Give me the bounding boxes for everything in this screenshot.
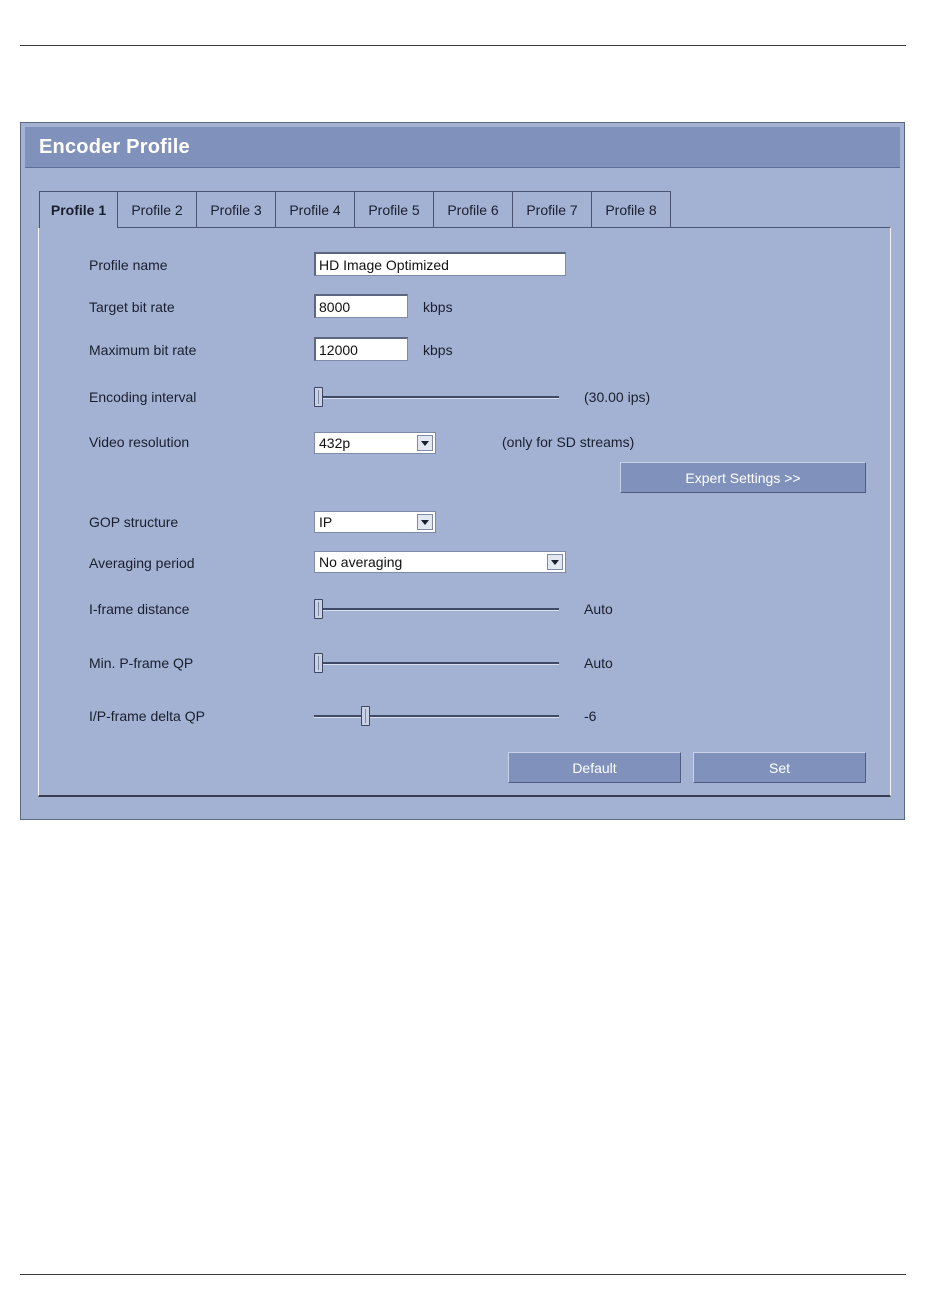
ip-delta-qp-slider-thumb[interactable] <box>361 706 370 726</box>
max-bit-rate-label: Maximum bit rate <box>89 342 197 358</box>
averaging-period-select[interactable] <box>314 551 566 573</box>
tab-profile-3[interactable]: Profile 3 <box>197 191 276 227</box>
max-bit-rate-input[interactable] <box>314 337 408 361</box>
gop-structure-select[interactable] <box>314 511 436 533</box>
default-button[interactable]: Default <box>508 752 681 783</box>
chevron-down-icon[interactable] <box>417 435 433 451</box>
tab-profile-4[interactable]: Profile 4 <box>276 191 355 227</box>
top-rule <box>20 45 906 46</box>
target-bit-rate-unit: kbps <box>423 299 453 315</box>
chevron-down-icon[interactable] <box>417 514 433 530</box>
encoder-profile-panel <box>20 122 905 820</box>
expert-settings-button[interactable]: Expert Settings >> <box>620 462 866 493</box>
iframe-distance-slider-thumb[interactable] <box>314 599 323 619</box>
iframe-distance-label: I-frame distance <box>89 601 190 617</box>
profile-tabs <box>39 191 671 227</box>
profile-name-label: Profile name <box>89 257 168 273</box>
target-bit-rate-input[interactable] <box>314 294 408 318</box>
profile-name-input[interactable] <box>314 252 566 276</box>
max-bit-rate-unit: kbps <box>423 342 453 358</box>
encoding-interval-slider-thumb[interactable] <box>314 387 323 407</box>
video-resolution-label: Video resolution <box>89 434 190 450</box>
chevron-down-icon[interactable] <box>547 554 563 570</box>
iframe-distance-track <box>314 608 559 611</box>
tab-profile-1[interactable]: Profile 1 <box>39 191 118 228</box>
min-pframe-qp-track <box>314 662 559 665</box>
encoding-interval-track <box>314 396 559 399</box>
encoding-interval-readout: (30.00 ips) <box>584 389 651 405</box>
encoding-interval-label: Encoding interval <box>89 389 197 405</box>
bottom-rule <box>20 1274 906 1275</box>
min-pframe-qp-slider-thumb[interactable] <box>314 653 323 673</box>
tab-profile-7[interactable]: Profile 7 <box>513 191 592 227</box>
target-bit-rate-label: Target bit rate <box>89 299 175 315</box>
video-resolution-note: (only for SD streams) <box>502 434 635 450</box>
ip-delta-qp-label: I/P-frame delta QP <box>89 708 205 724</box>
panel-header <box>25 127 900 168</box>
min-pframe-qp-readout: Auto <box>584 655 613 671</box>
averaging-period-label: Averaging period <box>89 555 195 571</box>
tab-profile-2[interactable]: Profile 2 <box>118 191 197 227</box>
min-pframe-qp-label: Min. P-frame QP <box>89 655 194 671</box>
tab-profile-6[interactable]: Profile 6 <box>434 191 513 227</box>
tab-content <box>38 227 891 797</box>
averaging-period-value: No averaging <box>319 554 403 570</box>
tab-profile-8[interactable]: Profile 8 <box>592 191 671 227</box>
ip-delta-qp-track <box>314 715 559 718</box>
gop-structure-value: IP <box>319 514 333 530</box>
panel-title: Encoder Profile <box>39 136 190 158</box>
iframe-distance-readout: Auto <box>584 601 613 617</box>
video-resolution-value: 432p <box>319 435 351 451</box>
gop-structure-label: GOP structure <box>89 514 179 530</box>
tab-profile-5[interactable]: Profile 5 <box>355 191 434 227</box>
set-button[interactable]: Set <box>693 752 866 783</box>
ip-delta-qp-readout: -6 <box>584 708 597 724</box>
video-resolution-select[interactable] <box>314 432 436 454</box>
